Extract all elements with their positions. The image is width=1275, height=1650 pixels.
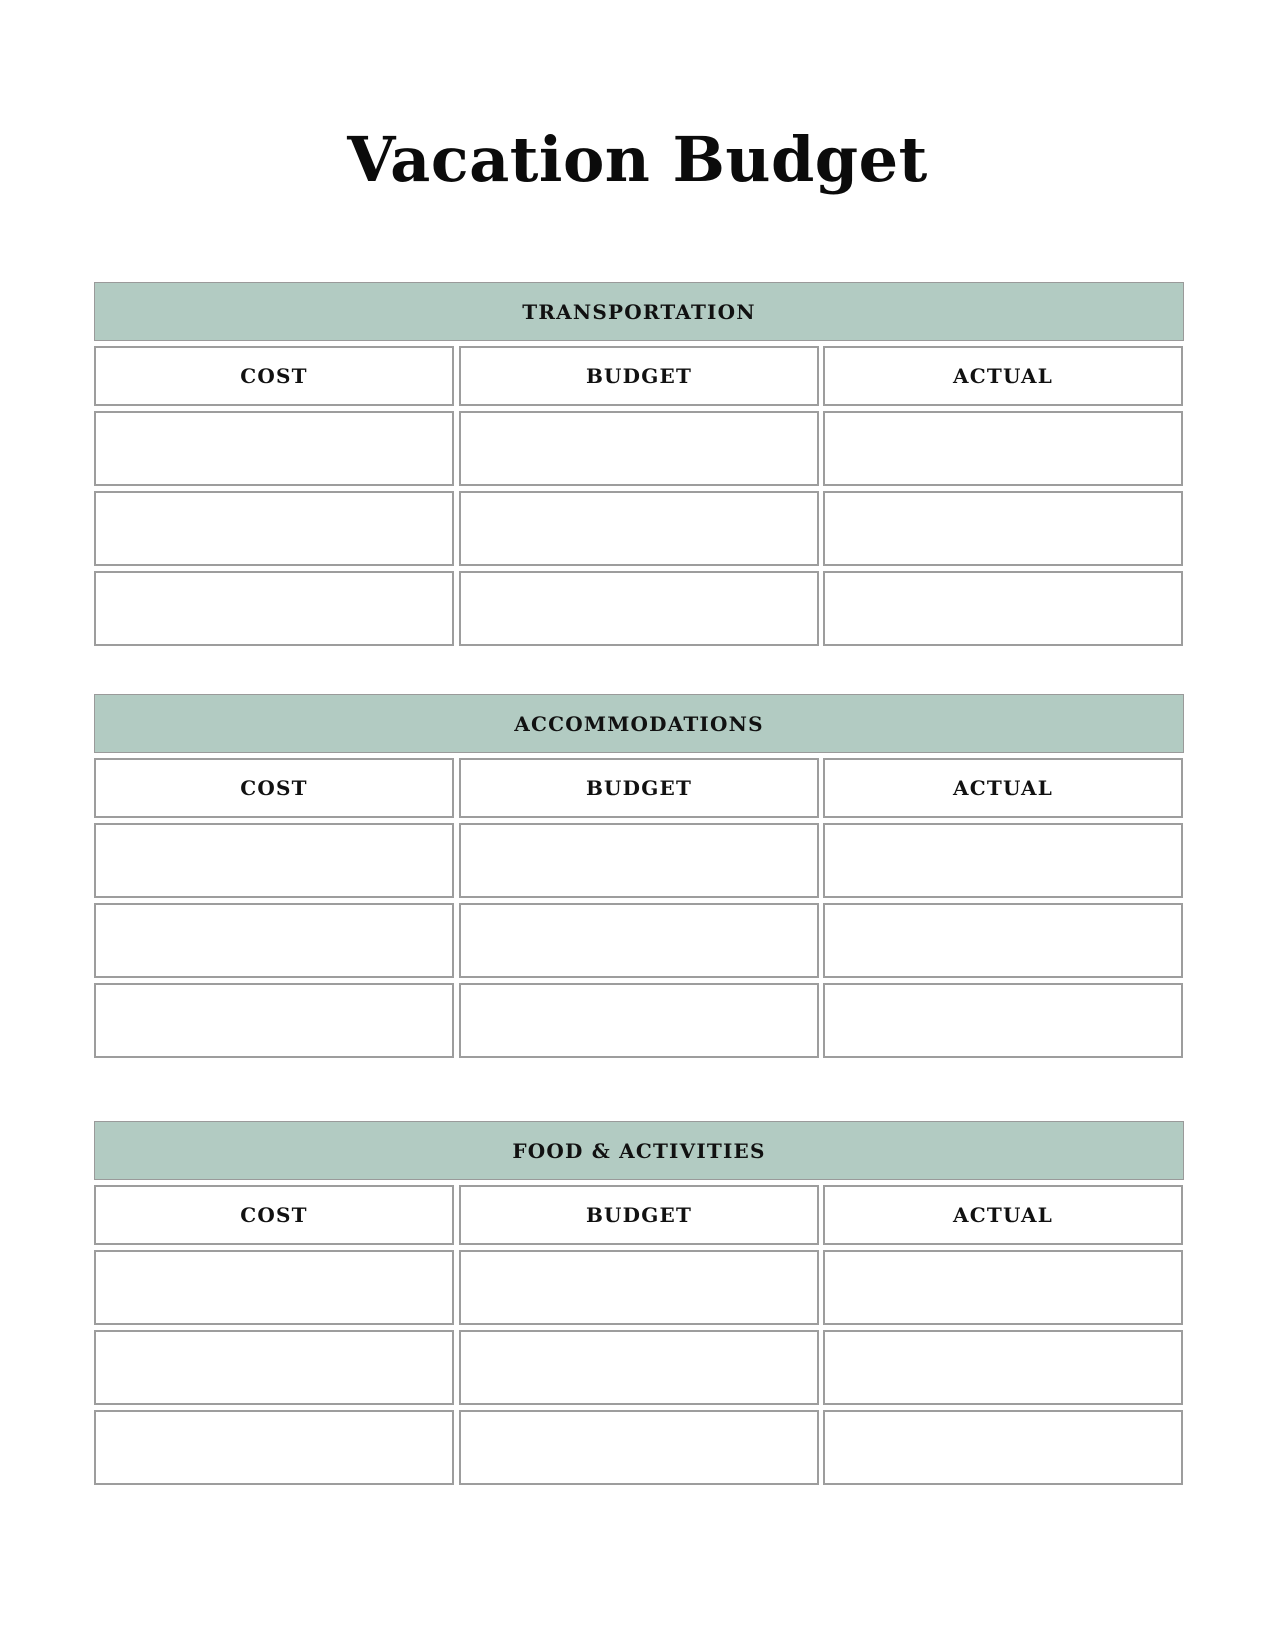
column-header-cost: COST [94, 758, 454, 818]
cost-cell[interactable] [94, 1330, 454, 1405]
budget-cell[interactable] [459, 1410, 819, 1485]
actual-cell[interactable] [823, 1330, 1183, 1405]
section-title: TRANSPORTATION [94, 282, 1184, 341]
budget-cell[interactable] [459, 1250, 819, 1325]
actual-cell[interactable] [823, 1410, 1183, 1485]
cost-cell[interactable] [94, 571, 454, 646]
actual-cell[interactable] [823, 983, 1183, 1058]
cost-cell[interactable] [94, 823, 454, 898]
cost-cell[interactable] [94, 983, 454, 1058]
column-header-budget: BUDGET [459, 1185, 819, 1245]
actual-cell[interactable] [823, 823, 1183, 898]
actual-cell[interactable] [823, 903, 1183, 978]
column-header-actual: ACTUAL [823, 1185, 1183, 1245]
cost-cell[interactable] [94, 491, 454, 566]
column-header-budget: BUDGET [459, 758, 819, 818]
cost-cell[interactable] [94, 1410, 454, 1485]
column-header-budget: BUDGET [459, 346, 819, 406]
actual-cell[interactable] [823, 491, 1183, 566]
page-title: Vacation Budget [347, 123, 928, 196]
budget-cell[interactable] [459, 491, 819, 566]
column-header-actual: ACTUAL [823, 346, 1183, 406]
budget-cell[interactable] [459, 823, 819, 898]
cost-cell[interactable] [94, 1250, 454, 1325]
column-header-cost: COST [94, 1185, 454, 1245]
column-header-cost: COST [94, 346, 454, 406]
actual-cell[interactable] [823, 411, 1183, 486]
budget-cell[interactable] [459, 903, 819, 978]
cost-cell[interactable] [94, 411, 454, 486]
column-header-actual: ACTUAL [823, 758, 1183, 818]
section-title: FOOD & ACTIVITIES [94, 1121, 1184, 1180]
budget-cell[interactable] [459, 983, 819, 1058]
budget-cell[interactable] [459, 1330, 819, 1405]
actual-cell[interactable] [823, 1250, 1183, 1325]
budget-cell[interactable] [459, 571, 819, 646]
budget-cell[interactable] [459, 411, 819, 486]
cost-cell[interactable] [94, 903, 454, 978]
section-title: ACCOMMODATIONS [94, 694, 1184, 753]
actual-cell[interactable] [823, 571, 1183, 646]
